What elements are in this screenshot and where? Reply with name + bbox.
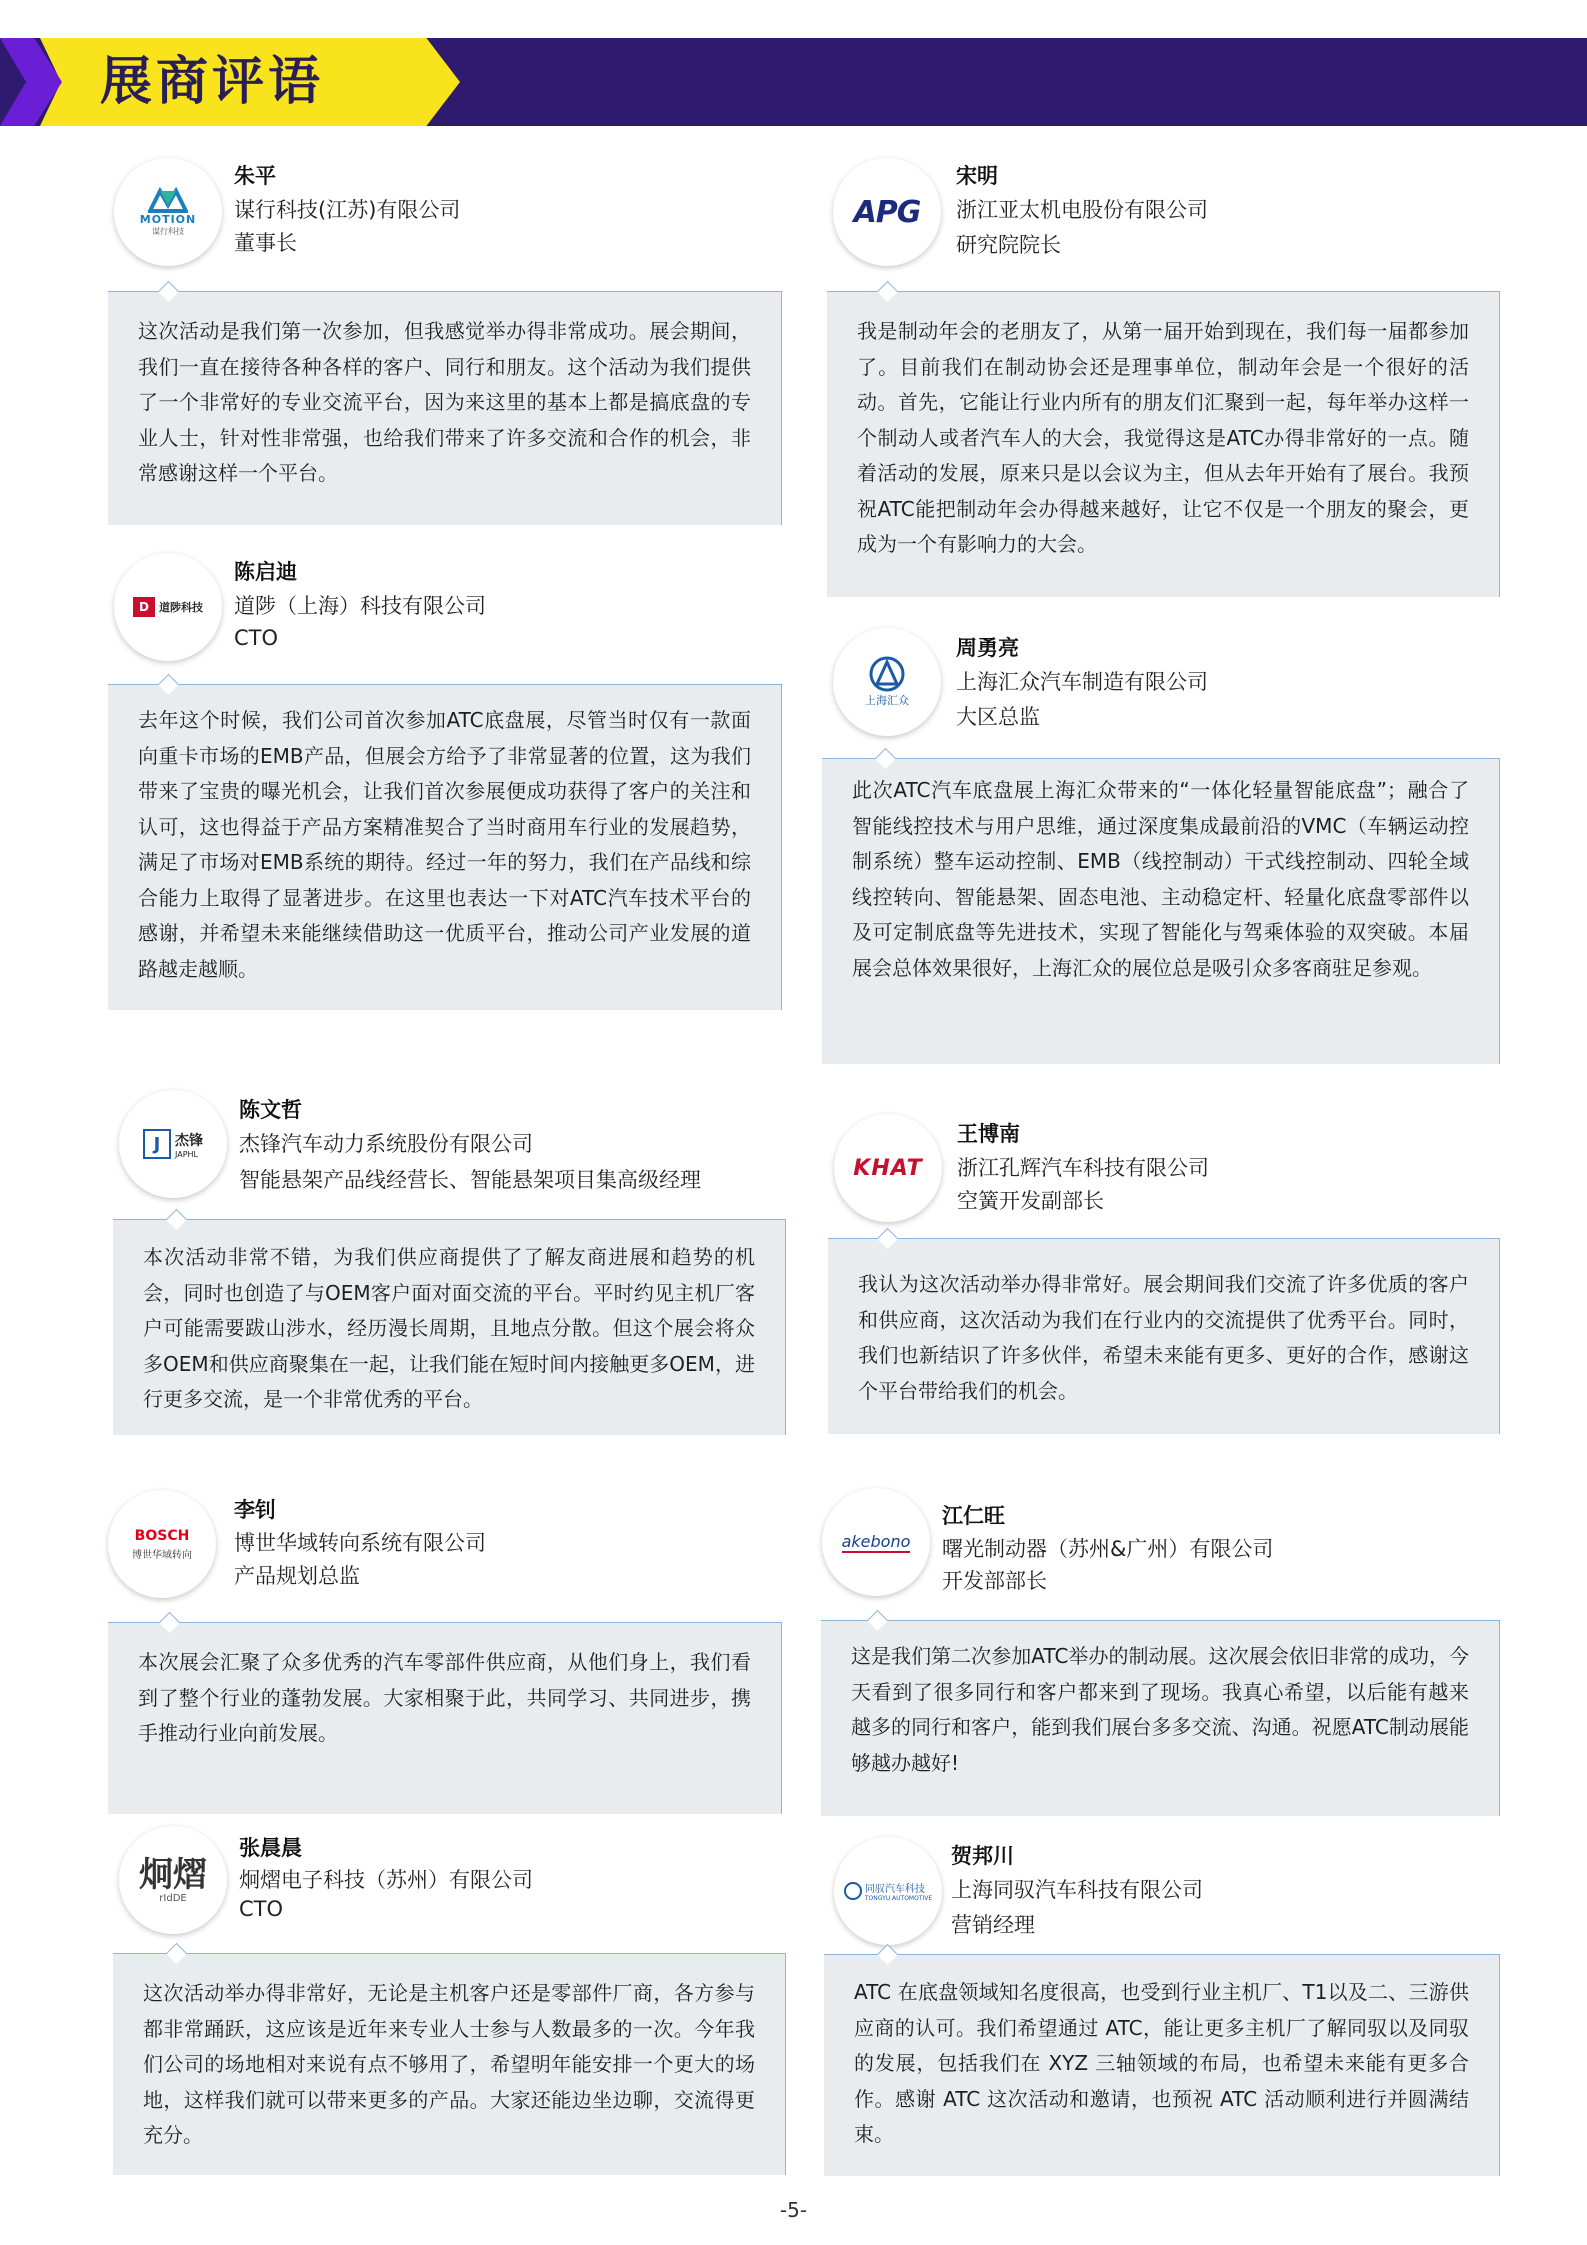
jiongyi-logo [119,1826,227,1934]
quote-text: 此次ATC汽车底盘展上海汇众带来的“一体化轻量智能底盘”；融合了智能线控技术与用户思维，通过深度集成最前沿的VMC（车辆运动控制系统）整车运动控制、EMB（线控制动）干式线控制动、四轮全域线控转向、智能悬架、固态电池、主动稳定杆、轻量化底盘零部件以及可定制底盘等先进技术，实现了智能化与驾乘体验的双突破。本届展会总体效果很好，上海汇众的展位总是吸引众多客商驻足参观。 [852,778,1469,980]
quote-text: 我是制动年会的老朋友了，从第一届开始到现在，我们每一届都参加了。目前我们在制动协会还是理事单位，制动年会是一个很好的活动。首先，它能让行业内所有的朋友们汇聚到一起，每年举办这样一个制动人或者汽车人的大会，我觉得这是ATC办得非常好的一点。随着活动的发展，原来只是以会议为主，但从去年开始有了展台。我预祝ATC能把制动年会办得越来越好，让它不仅是一个朋友的聚会，更成为一个有影响力的大会。 [857,319,1469,556]
company-name: 杰锋汽车动力系统股份有限公司 [239,1132,533,1156]
logo-subtext: rIdDE [159,1892,187,1904]
job-title: CTO [239,1897,284,1921]
job-title: 产品规划总监 [234,1564,360,1588]
logo-subtext: 博世华域转向 [132,1549,192,1561]
job-title: 董事长 [234,231,297,255]
person-name: 张晨晨 [239,1836,302,1860]
quote-box [828,1238,1500,1434]
person-name: 李钊 [234,1498,276,1522]
logo-subtext: 谋行科技 [151,227,184,236]
job-title: 研究院院长 [956,233,1061,257]
quote-text: ATC 在底盘领域知名度很高，也受到行业主机厂、T1以及二、三游供应商的认可。我们希望通过 ATC，能让更多主机厂了解同驭以及同驭的发展，包括我们在 XYZ 三轴领域的布局，也希望未来能有更多合作。感谢 ATC 这次活动和邀请，也预祝 ATC 活动顺利进行并圆满结束。 [854,1980,1469,2146]
quote-box [108,291,782,525]
logo-text: BOSCH [134,1527,190,1544]
quote-text: 去年这个时候，我们公司首次参加ATC底盘展，尽管当时仅有一款面向重卡市场的EMB产品，但展会方给予了非常显著的位置，这为我们带来了宝贵的曝光机会，让我们首次参展便成功获得了客户的关注和认可，这也得益于产品方案精准契合了当时商用车行业的发展趋势，满足了市场对EMB系统的期待。经过一年的努力，我们在产品线和综合能力上取得了显著进步。在这里也表达一下对ATC汽车技术平台的感谢，并希望未来能继续借助这一优质平台，推动公司产业发展的道路越走越顺。 [138,708,751,981]
quote-text: 本次活动非常不错，为我们供应商提供了了解友商进展和趋势的机会，同时也创造了与OEM客户面对面交流的平台。平时约见主机厂客户可能需要跋山涉水，经历漫长周期，且地点分散。但这个展会将众多OEM和供应商聚集在一起，让我们能在短时间内接触更多OEM，进行更多交流，是一个非常优秀的平台。 [143,1245,755,1411]
job-title: 空簧开发副部长 [957,1189,1104,1213]
person-name: 周勇亮 [956,636,1019,660]
japhl-mark-icon: J [143,1129,171,1159]
logo-text: 道陟科技 [159,601,203,614]
quote-box [821,1620,1500,1816]
company-name: 浙江亚太机电股份有限公司 [956,198,1208,222]
person-name: 王博南 [957,1122,1020,1146]
logo-subtext: JAPHL [175,1149,198,1159]
quote-text: 本次展会汇聚了众多优秀的汽车零部件供应商，从他们身上，我们看到了整个行业的蓬勃发展。大家相聚于此，共同学习、共同进步，携手推动行业向前发展。 [138,1650,751,1745]
quote-box [113,1953,786,2175]
bosch-logo [108,1490,216,1598]
daozhi-mark-icon: D [133,597,155,617]
motion-logo [114,158,222,266]
person-name: 江仁旺 [942,1504,1005,1528]
job-title: 营销经理 [951,1913,1035,1937]
shhz-logo [833,628,941,736]
company-name: 上海汇众汽车制造有限公司 [956,670,1208,694]
company-name: 道陟（上海）科技有限公司 [234,594,486,618]
logo-text: 上海汇众 [865,694,909,707]
quote-box [113,1219,786,1435]
apg-logo [833,158,941,266]
motion-mark-icon [148,187,188,213]
quote-text: 这次活动是我们第一次参加，但我感觉举办得非常成功。展会期间，我们一直在接待各种各样的客户、同行和朋友。这个活动为我们提供了一个非常好的专业交流平台，因为来这里的基本上都是搞底盘的专业人士，针对性非常强，也给我们带来了许多交流和合作的机会，非常感谢这样一个平台。 [138,319,751,485]
job-title: 智能悬架产品线经营长、智能悬架项目集高级经理 [239,1168,701,1192]
person-name: 陈文哲 [239,1098,302,1122]
akebono-logo [822,1488,930,1596]
page-title: 展商评语 [100,52,325,112]
job-title: 大区总监 [956,705,1040,729]
company-name: 浙江孔辉汽车科技有限公司 [957,1156,1209,1180]
japhl-logo [119,1090,227,1198]
company-name: 炯熠电子科技（苏州）有限公司 [239,1868,533,1892]
quote-box [108,1622,782,1814]
logo-subtext: TONGYU AUTOMOTIVE [864,1895,933,1902]
logo-text: APG [853,194,921,230]
quote-box [108,684,782,1010]
company-name: 博世华域转向系统有限公司 [234,1531,486,1555]
logo-text: 同驭汽车科技 [864,1884,925,1895]
quote-text: 这次活动举办得非常好，无论是主机客户还是零部件厂商，各方参与都非常踊跃，这应该是近年来专业人士参与人数最多的一次。今年我们公司的场地相对来说有点不够用了，希望明年能安排一个更大的场地，这样我们就可以带来更多的产品。大家还能边坐边聊，交流得更充分。 [143,1981,755,2147]
job-title: 开发部部长 [942,1569,1047,1593]
page-number: -5- [779,2198,808,2222]
person-name: 贺邦川 [951,1844,1014,1868]
khat-logo [834,1114,942,1222]
shhz-mark-icon [869,656,905,692]
quote-box [827,291,1500,597]
quote-box [822,758,1500,1064]
header-banner [0,38,1587,126]
job-title: CTO [234,626,279,650]
person-name: 陈启迪 [234,560,297,584]
logo-text: 杰锋 [175,1132,203,1149]
daozhi-logo [114,553,222,661]
person-name: 宋明 [956,164,998,188]
logo-text: KHAT [853,1155,923,1181]
logo-text: akebono [841,1531,911,1551]
quote-text: 我认为这次活动举办得非常好。展会期间我们交流了许多优质的客户和供应商，这次活动为我们在行业内的交流提供了优秀平台。同时，我们也新结识了许多伙伴，希望未来能有更多、更好的合作，感谢这个平台带给我们的机会。 [858,1272,1469,1403]
logo-text: 炯熠 [139,1854,207,1895]
logo-text: MOTION [139,213,197,226]
quote-text: 这是我们第二次参加ATC举办的制动展。这次展会依旧非常的成功，今天看到了很多同行和客户都来到了现场。我真心希望，以后能有越来越多的同行和客户，能到我们展台多多交流、沟通。祝愿ATC制动展能够越办越好! [851,1644,1469,1775]
company-name: 谋行科技(江苏)有限公司 [234,198,461,222]
company-name: 上海同驭汽车科技有限公司 [951,1878,1203,1902]
quote-box [824,1954,1500,2176]
person-name: 朱平 [234,164,276,188]
company-name: 曙光制动器（苏州&广州）有限公司 [942,1537,1274,1561]
tongyu-logo [834,1837,942,1945]
tongyu-mark-icon [844,1882,862,1900]
